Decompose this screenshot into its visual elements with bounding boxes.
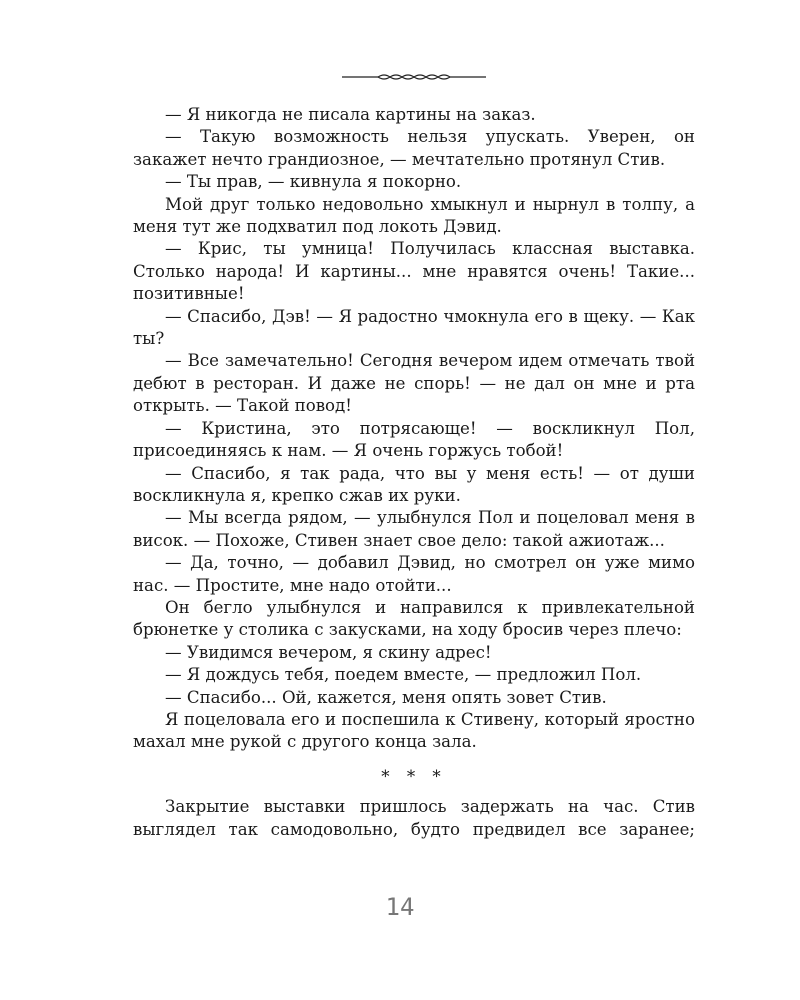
- paragraph: — Такую возможность нельзя упускать. Уверен, он закажет нечто грандиозное, — мечтательно протянул Стив.: [133, 127, 695, 169]
- paragraph: Закрытие выставки пришлось задержать на час. Стив выглядел так самодовольно, будто предвидел все заранее;: [133, 797, 695, 839]
- paragraph: — Все замечательно! Сегодня вечером идем отмечать твой дебют в ресторан. И даже не спорь! — не дал он мне и рта открыть. — Такой повод!: [133, 351, 695, 416]
- paragraph: — Кристина, это потрясающе! — воскликнул Пол, присоединяясь к нам. — Я очень горжусь тобой!: [133, 418, 695, 461]
- paragraph: — Да, точно, — добавил Дэвид, но смотрел он уже мимо нас. — Простите, мне надо отойти...: [133, 553, 695, 595]
- paragraph: — Увидимся вечером, я скину адрес!: [165, 642, 492, 662]
- paragraph: — Спасибо... Ой, кажется, меня опять зовет Стив.: [165, 687, 607, 707]
- paragraph: — Крис, ты умница! Получилась классная выставка. Столько народа! И картины... мне нравятся очень! Такие... позитивные!: [133, 239, 695, 304]
- paragraph: Я поцеловала его и поспешила к Стивену, который яростно махал мне рукой с другого конца зала.: [133, 709, 695, 752]
- ornament-divider: [340, 66, 488, 88]
- paragraph: Он бегло улыбнулся и направился к привлекательной брюнетке у столика с закусками, на ходу бросив через плечо:: [133, 597, 695, 640]
- body-text: [133, 104, 695, 841]
- paragraph: Мой друг только недовольно хмыкнул и нырнул в толпу, а меня тут же подхватил под локоть Дэвид.: [133, 194, 695, 237]
- paragraph: — Я никогда не писала картины на заказ.: [165, 105, 536, 124]
- section-separator: * * *: [381, 766, 447, 786]
- paragraph: — Спасибо, я так рада, что вы у меня есть! — от души воскликнула я, крепко сжав их руки.: [133, 463, 695, 505]
- paragraph: — Ты прав, — кивнула я покорно.: [165, 172, 462, 192]
- paragraph: — Я дождусь тебя, поедем вместе, — предложил Пол.: [165, 665, 642, 685]
- paragraph: — Спасибо, Дэв! — Я радостно чмокнула его в щеку. — Как ты?: [133, 306, 695, 349]
- page-number: 14: [385, 893, 415, 921]
- paragraph: — Мы всегда рядом, — улыбнулся Пол и поцеловал меня в висок. — Похоже, Стивен знает свое дело: такой ажиотаж...: [133, 508, 695, 550]
